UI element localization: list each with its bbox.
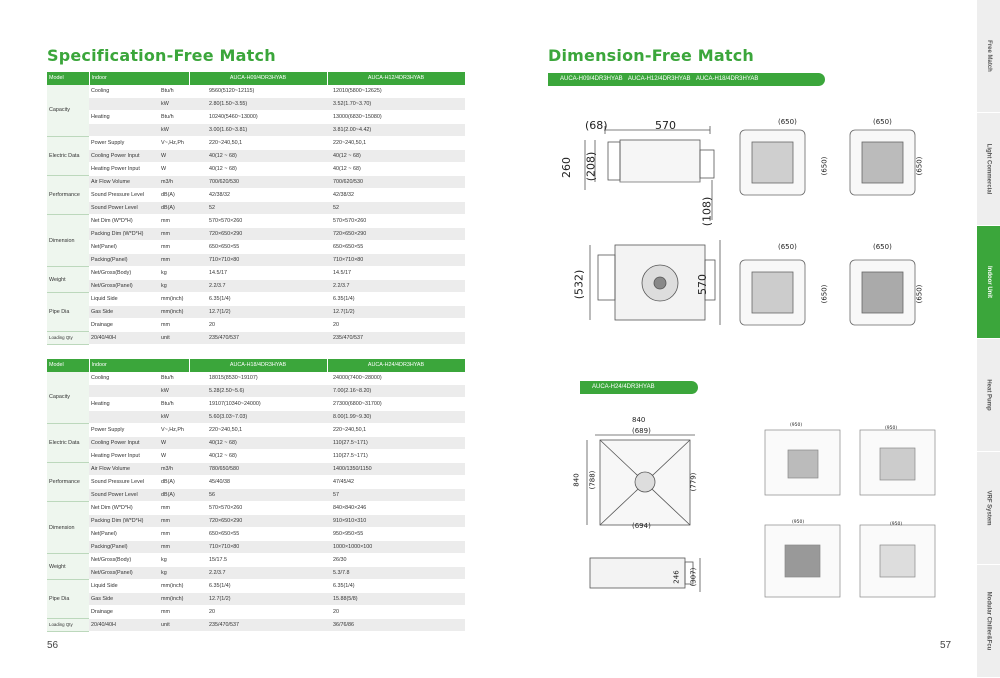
dim-950-a: (950) [790, 423, 803, 428]
cell-v1: 780/650/580 [189, 463, 327, 476]
group-label: Pipe Dia [47, 580, 89, 619]
cell-unit: kW [159, 411, 189, 424]
cell-v2: 57 [327, 489, 465, 502]
cell-v1: 720×650×290 [189, 228, 327, 241]
table-row [47, 267, 465, 280]
cell-v2: 52 [327, 202, 465, 215]
table-row [47, 332, 465, 345]
cell-unit: kW [159, 98, 189, 111]
cell-item: Heating Power Input [89, 163, 159, 176]
cell-item [89, 98, 159, 111]
cell-v2: 40(12 ~ 68) [327, 163, 465, 176]
cell-item [89, 385, 159, 398]
dim-650-h: (650) [915, 284, 924, 304]
side-view-unit [585, 126, 714, 220]
cell-v1: 9560(5120~12115) [189, 85, 327, 98]
cell-item: Drainage [89, 606, 159, 619]
table-row [47, 215, 465, 228]
dimension-title: Dimension-Free Match [548, 46, 755, 65]
cell-item: Heating [89, 398, 159, 411]
table-row [47, 515, 465, 528]
cell-item: Power Supply [89, 424, 159, 437]
cell-v2: 40(12 ~ 68) [327, 150, 465, 163]
group-label: Loading Qty [47, 619, 89, 632]
cell-v2: 27300(6800~31700) [327, 398, 465, 411]
table-row [47, 606, 465, 619]
table-row [47, 541, 465, 554]
cell-item [89, 124, 159, 137]
cell-unit: kg [159, 280, 189, 293]
cell-unit: Btu/h [159, 398, 189, 411]
cell-item: 20/40/40H [89, 332, 159, 345]
table-row [47, 98, 465, 111]
cell-v1: 220~240,50,1 [189, 137, 327, 150]
cell-item: Cooling Power Input [89, 150, 159, 163]
dim-650-d: (650) [873, 243, 892, 251]
group-label: Weight [47, 267, 89, 293]
cell-item: Air Flow Volume [89, 176, 159, 189]
group-label: Weight [47, 554, 89, 580]
dim-950-d: (950) [890, 522, 903, 527]
dim-788: (788) [588, 470, 597, 490]
table-row [47, 619, 465, 632]
cell-item: 20/40/40H [89, 619, 159, 632]
sidebar-tab-label: Modular Chiller&Fcu [985, 591, 992, 651]
header-cell: Model [47, 359, 89, 372]
cell-v2: 220~240,50,1 [327, 137, 465, 150]
cell-item: Net/Gross(Panel) [89, 280, 159, 293]
cell-v1: 2.80(1.50~3.55) [189, 98, 327, 111]
cell-v1: 40(12 ~ 68) [189, 163, 327, 176]
cell-unit: dB(A) [159, 476, 189, 489]
cell-v2: 7.00(2.16~8.20) [327, 385, 465, 398]
cell-unit: mm [159, 541, 189, 554]
cell-item: Net(Panel) [89, 528, 159, 541]
cell-unit: Btu/h [159, 85, 189, 98]
dim-650-a: (650) [778, 118, 797, 126]
dim-779: (779) [689, 472, 698, 492]
table-row [47, 502, 465, 515]
cell-unit: kW [159, 385, 189, 398]
table-row [47, 85, 465, 98]
cell-item: Net Dim (W*D*H) [89, 502, 159, 515]
cell-v1: 570×570×260 [189, 215, 327, 228]
cell-v2: 720×650×290 [327, 228, 465, 241]
cell-unit: V~,Hz,Ph [159, 137, 189, 150]
cell-item: Sound Power Level [89, 489, 159, 502]
cell-v2: 1400/1350/1150 [327, 463, 465, 476]
table-row [47, 463, 465, 476]
sidebar-tab[interactable] [977, 452, 1000, 565]
cell-unit: dB(A) [159, 202, 189, 215]
cell-item: Liquid Side [89, 580, 159, 593]
cell-unit: kW [159, 124, 189, 137]
sidebar-tab[interactable] [977, 339, 1000, 452]
cell-unit: mm [159, 528, 189, 541]
group-label: Performance [47, 176, 89, 215]
group-label: Electric Data [47, 137, 89, 176]
cell-unit: W [159, 150, 189, 163]
header-cell: Indoor [89, 359, 189, 372]
cell-v2: 26/30 [327, 554, 465, 567]
cell-v1: 10240(5460~13000) [189, 111, 327, 124]
cell-unit: V~,Hz,Ph [159, 424, 189, 437]
table-row [47, 372, 465, 385]
spec-title: Specification-Free Match [47, 46, 276, 65]
cell-v2: 1000×1000×100 [327, 541, 465, 554]
cell-item: Gas Side [89, 306, 159, 319]
side-view-unit-24k [590, 558, 700, 592]
table-row [47, 398, 465, 411]
table-row [47, 554, 465, 567]
cell-v2: 3.81(2.00~4.42) [327, 124, 465, 137]
table-row [47, 150, 465, 163]
cell-unit: mm(inch) [159, 580, 189, 593]
table-row [47, 411, 465, 424]
dim-570-vertical: 570 [696, 274, 709, 295]
cell-v2: 220~240,50,1 [327, 424, 465, 437]
dim-246: 246 [672, 570, 681, 584]
cell-v2: 910×910×310 [327, 515, 465, 528]
cell-v1: 12.7(1/2) [189, 593, 327, 606]
cell-unit: unit [159, 619, 189, 632]
cell-v1: 650×650×55 [189, 241, 327, 254]
cell-v2: 235/470/537 [327, 332, 465, 345]
sidebar-tab[interactable] [977, 565, 1000, 678]
cell-item: Packing Dim (W*D*H) [89, 515, 159, 528]
table-row [47, 580, 465, 593]
table-row [47, 228, 465, 241]
sidebar-tab-label: Indoor Unit [985, 266, 992, 298]
table-row [47, 528, 465, 541]
dim-650-b: (650) [873, 118, 892, 126]
group-label: Electric Data [47, 424, 89, 463]
cell-unit: mm [159, 502, 189, 515]
table-row [47, 567, 465, 580]
cell-v2: 110(27.5~171) [327, 450, 465, 463]
cell-unit: Btu/h [159, 111, 189, 124]
cell-unit: mm [159, 319, 189, 332]
cell-item: Sound Pressure Level [89, 476, 159, 489]
cell-v2: 15.88(5/8) [327, 593, 465, 606]
cell-unit: mm [159, 515, 189, 528]
cell-v1: 15/17.5 [189, 554, 327, 567]
sidebar-tab[interactable] [977, 0, 1000, 113]
cell-v2: 3.52(1.70~3.70) [327, 98, 465, 111]
cell-item: Drainage [89, 319, 159, 332]
cell-item: Packing(Panel) [89, 541, 159, 554]
table-row [47, 489, 465, 502]
dim-689: (689) [632, 427, 651, 435]
dim-950-c: (950) [792, 520, 805, 525]
cell-item: Heating [89, 111, 159, 124]
cell-v1: 220~240,50,1 [189, 424, 327, 437]
sidebar-tab[interactable] [977, 226, 1000, 339]
cell-v2: 700/620/530 [327, 176, 465, 189]
header-cell: Model [47, 72, 89, 85]
page-number-left: 56 [47, 640, 59, 651]
cell-unit: kg [159, 267, 189, 280]
group-label: Dimension [47, 215, 89, 267]
cell-item: Power Supply [89, 137, 159, 150]
cell-v2: 42/38/32 [327, 189, 465, 202]
sidebar-tab-label: Light Commercial [985, 143, 992, 195]
dim-650-c: (650) [778, 243, 797, 251]
cell-item: Gas Side [89, 593, 159, 606]
models-banner-1: AUCA-H09/4DR3HYAB AUCA-H12/4DR3HYAB AUCA-H18/4DR3HYAB [548, 73, 825, 86]
table-row [47, 202, 465, 215]
group-label: Loading Qty [47, 332, 89, 345]
cell-v1: 56 [189, 489, 327, 502]
header-cell: AUCA-H12/4DR3HYAB [327, 72, 465, 85]
dim-650-e: (650) [820, 156, 829, 176]
table-row [47, 241, 465, 254]
dim-650-f: (650) [915, 156, 924, 176]
dim-307: (307) [689, 567, 698, 587]
cell-unit: mm [159, 228, 189, 241]
cell-v2: 12010(5800~12625) [327, 85, 465, 98]
group-label: Pipe Dia [47, 293, 89, 332]
cell-v2: 13000(6830~15080) [327, 111, 465, 124]
table-row [47, 293, 465, 306]
group-label: Capacity [47, 85, 89, 137]
dim-840: 840 [632, 416, 646, 424]
cell-item: Net/Gross(Body) [89, 267, 159, 280]
cell-v1: 40(12 ~ 68) [189, 450, 327, 463]
cell-unit: mm(inch) [159, 306, 189, 319]
cell-v2: 47/45/42 [327, 476, 465, 489]
table-row [47, 385, 465, 398]
cell-unit: mm [159, 241, 189, 254]
cell-v2: 6.35(1/4) [327, 293, 465, 306]
cell-v1: 40(12 ~ 68) [189, 437, 327, 450]
cell-unit: mm [159, 254, 189, 267]
header-cell: AUCA-H18/4DR3HYAB [189, 359, 327, 372]
cell-item: Sound Pressure Level [89, 189, 159, 202]
cell-v2: 20 [327, 319, 465, 332]
cell-unit: mm [159, 215, 189, 228]
cell-v1: 2.2/3.7 [189, 567, 327, 580]
sidebar-tab[interactable] [977, 113, 1000, 226]
cell-v2: 6.35(1/4) [327, 580, 465, 593]
cell-unit: Btu/h [159, 372, 189, 385]
table-row [47, 306, 465, 319]
cell-unit: mm(inch) [159, 293, 189, 306]
cell-v1: 650×650×55 [189, 528, 327, 541]
header-cell: AUCA-H09/4DR3HYAB [189, 72, 327, 85]
spec-table-1 [47, 72, 466, 345]
cell-item: Net(Panel) [89, 241, 159, 254]
cell-v2: 840×840×246 [327, 502, 465, 515]
table-row [47, 476, 465, 489]
sidebar-tab-label: Free Match [985, 40, 992, 72]
group-label: Performance [47, 463, 89, 502]
dimension-drawings-1 [560, 100, 960, 350]
table-row [47, 111, 465, 124]
cell-v1: 6.35(1/4) [189, 293, 327, 306]
cell-v1: 45/40/38 [189, 476, 327, 489]
table-row [47, 593, 465, 606]
cell-v1: 235/470/537 [189, 332, 327, 345]
dim-650-g: (650) [820, 284, 829, 304]
sidebar-tab-label: Heat Pump [985, 379, 992, 411]
cell-item: Heating Power Input [89, 450, 159, 463]
cell-unit: W [159, 450, 189, 463]
dim-532: (532) [572, 269, 586, 300]
table-row [47, 163, 465, 176]
cell-v2: 650×650×55 [327, 241, 465, 254]
dim-208: (208) [584, 151, 598, 182]
cell-item: Cooling [89, 372, 159, 385]
cell-item: Packing Dim (W*D*H) [89, 228, 159, 241]
cell-v1: 235/470/537 [189, 619, 327, 632]
cell-unit: unit [159, 332, 189, 345]
cell-v2: 14.5/17 [327, 267, 465, 280]
spec-table-2 [47, 359, 466, 632]
dim-108: (108) [700, 196, 714, 227]
cell-unit: mm [159, 606, 189, 619]
cell-unit: kg [159, 567, 189, 580]
cell-v2: 570×570×260 [327, 215, 465, 228]
cell-unit: m3/h [159, 176, 189, 189]
dim-950-b: (950) [885, 426, 898, 431]
header-cell: Indoor [89, 72, 189, 85]
cell-v1: 12.7(1/2) [189, 306, 327, 319]
sidebar-tab-label: VRF System [985, 490, 992, 526]
cell-v2: 24000(7400~28000) [327, 372, 465, 385]
cell-v2: 8.00(1.99~9.30) [327, 411, 465, 424]
cell-v1: 700/620/530 [189, 176, 327, 189]
cell-v1: 5.28(2.50~5.6) [189, 385, 327, 398]
cell-v1: 42/38/32 [189, 189, 327, 202]
table-row [47, 124, 465, 137]
cell-item: Cooling Power Input [89, 437, 159, 450]
dim-840-vertical: 840 [572, 473, 581, 487]
cell-v1: 570×570×260 [189, 502, 327, 515]
cell-unit: W [159, 437, 189, 450]
cell-unit: dB(A) [159, 489, 189, 502]
cell-item [89, 411, 159, 424]
cell-unit: W [159, 163, 189, 176]
panel-views-24k [765, 430, 935, 597]
header-cell: AUCA-H24/4DR3HYAB [327, 359, 465, 372]
bottom-view-unit-24k [587, 435, 698, 525]
cell-item: Cooling [89, 85, 159, 98]
cell-item: Net Dim (W*D*H) [89, 215, 159, 228]
cell-v1: 5.60(3.03~7.03) [189, 411, 327, 424]
table-row [47, 450, 465, 463]
cell-item: Air Flow Volume [89, 463, 159, 476]
cell-v1: 3.00(1.60~3.81) [189, 124, 327, 137]
cell-v2: 950×950×55 [327, 528, 465, 541]
cell-v1: 52 [189, 202, 327, 215]
cell-v1: 720×650×290 [189, 515, 327, 528]
cell-item: Sound Power Level [89, 202, 159, 215]
cell-v1: 20 [189, 319, 327, 332]
table-row [47, 437, 465, 450]
models-banner-2: AUCA-H24/4DR3HYAB [580, 381, 698, 394]
dim-694: (694) [632, 522, 651, 530]
cell-v1: 18015(8530~19107) [189, 372, 327, 385]
cell-item: Net/Gross(Body) [89, 554, 159, 567]
cell-v2: 710×710×80 [327, 254, 465, 267]
cell-v2: 5.3/7.8 [327, 567, 465, 580]
cell-v1: 14.5/17 [189, 267, 327, 280]
dim-260: 260 [560, 157, 573, 178]
table-row [47, 176, 465, 189]
cell-v2: 36/76/86 [327, 619, 465, 632]
table-row [47, 424, 465, 437]
table-row [47, 254, 465, 267]
table-row [47, 137, 465, 150]
cell-v2: 110(27.5~171) [327, 437, 465, 450]
cell-unit: kg [159, 554, 189, 567]
cell-v1: 6.35(1/4) [189, 580, 327, 593]
cell-item: Packing(Panel) [89, 254, 159, 267]
cell-v1: 19107(10340~24000) [189, 398, 327, 411]
cell-v2: 20 [327, 606, 465, 619]
cell-v1: 20 [189, 606, 327, 619]
cell-v1: 40(12 ~ 68) [189, 150, 327, 163]
dim-570: 570 [655, 119, 676, 132]
cell-v2: 2.2/3.7 [327, 280, 465, 293]
page-number-right: 57 [940, 640, 952, 651]
dim-68: (68) [585, 119, 608, 132]
table-row [47, 319, 465, 332]
cell-unit: mm(inch) [159, 593, 189, 606]
cell-unit: dB(A) [159, 189, 189, 202]
table-row [47, 280, 465, 293]
cell-unit: m3/h [159, 463, 189, 476]
cell-v2: 12.7(1/2) [327, 306, 465, 319]
group-label: Capacity [47, 372, 89, 424]
cell-v1: 710×710×80 [189, 541, 327, 554]
cell-v1: 2.2/3.7 [189, 280, 327, 293]
cell-item: Net/Gross(Panel) [89, 567, 159, 580]
cell-item: Liquid Side [89, 293, 159, 306]
cell-v1: 710×710×80 [189, 254, 327, 267]
table-row [47, 189, 465, 202]
group-label: Dimension [47, 502, 89, 554]
